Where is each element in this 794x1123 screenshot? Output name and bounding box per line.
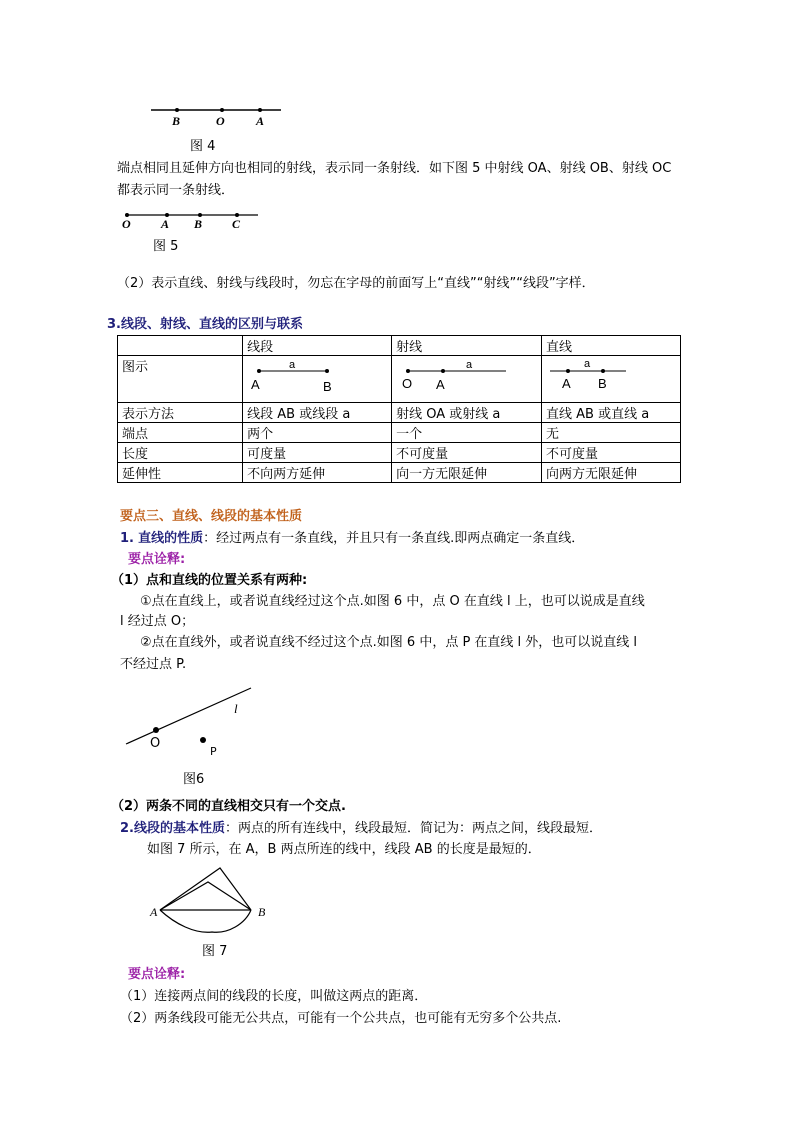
case-1-line1: ①点在直线上，或者说直线经过这个点.如图 6 中，点 O 在直线 l 上，也可以说成是直线: [140, 594, 645, 609]
table-header-cell: 直线: [542, 336, 681, 356]
property-2-text: ：两点的所有连线中，线段最短．简记为：两点之间，线段最短．: [225, 821, 603, 836]
ray-figure-cell: [392, 356, 542, 403]
figure-6: [120, 682, 260, 762]
property-1-text: ：经过两点有一条直线，并且只有一条直线.即两点确定一条直线．: [203, 531, 585, 546]
fig5-label-b: B: [194, 217, 203, 231]
table-cell: 一个: [392, 423, 542, 443]
annotation-2-item2: （2）两条线段可能无公共点，可能有一个公共点，也可能有无穷多个公共点.: [120, 1011, 562, 1026]
segment-point-b: B: [323, 379, 332, 394]
property-1-name: 直线的性质: [138, 531, 204, 546]
table-row: [118, 423, 681, 443]
ray-label-a: a: [466, 359, 473, 371]
table-cell: 直线 AB 或直线 a: [542, 403, 681, 423]
fig7-point-a: A: [150, 905, 158, 919]
fig7-caption: 图 7: [202, 944, 228, 959]
fig6-point-o: O: [150, 736, 161, 751]
table-cell: 长度: [118, 443, 243, 463]
table-cell: 可度量: [243, 443, 392, 463]
keypoint-3-title: 要点三、直线、线段的基本性质: [120, 509, 303, 524]
case-2-line2: 不经过点 P.: [120, 657, 187, 672]
table-row: [118, 443, 681, 463]
case-1-line2: l 经过点 O；: [120, 614, 195, 629]
property-2-example: 如图 7 所示，在 A，B 两点所连的线中，线段 AB 的长度是最短的．: [147, 842, 541, 857]
table-cell: 图示: [118, 356, 243, 403]
figure-5: [120, 208, 265, 228]
annotation-2-item1: （1）连接两点间的线段的长度，叫做这两点的距离．: [120, 989, 428, 1004]
property-1: [120, 530, 584, 548]
table-cell: 不向两方延伸: [243, 463, 392, 483]
ray-figure: [396, 356, 526, 398]
note-2: （2）表示直线、射线与线段时，勿忘在字母的前面写上“直线”“射线”“线段”字样．: [117, 276, 595, 291]
property-2-name: 线段的基本性质: [133, 821, 225, 836]
annotation-title-1: 要点诠释:: [128, 552, 186, 567]
segment-figure: [247, 356, 377, 398]
fig4-caption: 图 4: [190, 139, 216, 154]
property-1-number: 1.: [120, 531, 134, 546]
fig5-caption: 图 5: [153, 239, 179, 254]
figure-7: [150, 862, 270, 942]
property-2-number: 2.: [120, 821, 134, 836]
table-row: [118, 403, 681, 423]
table-cell: 不可度量: [392, 443, 542, 463]
fig5-label-c: C: [232, 217, 241, 231]
table-cell: 线段 AB 或线段 a: [243, 403, 392, 423]
paragraph-same-ray-line2: 都表示同一条射线．: [117, 183, 235, 198]
annotation-title-2: 要点诠释:: [128, 967, 186, 982]
fig5-label-a: A: [161, 217, 170, 231]
subpoint-2: （2）两条不同的直线相交只有一个交点.: [111, 799, 346, 814]
paragraph-same-ray-line1: 端点相同且延伸方向也相同的射线，表示同一条射线．如下图 5 中射线 OA、射线 OB、射线 OC: [117, 161, 672, 176]
table-cell: 向两方无限延伸: [542, 463, 681, 483]
property-2: [120, 820, 602, 838]
fig7-point-b: B: [258, 905, 266, 919]
segment-label-a: a: [289, 359, 296, 371]
comparison-table: [117, 335, 681, 483]
table-header-row: [118, 336, 681, 356]
line-point-a: A: [562, 376, 571, 391]
table-cell: 两个: [243, 423, 392, 443]
line-figure: [546, 356, 676, 398]
table-cell: 无: [542, 423, 681, 443]
ray-point-o: O: [402, 376, 413, 391]
line-figure-cell: [542, 356, 681, 403]
table-cell: 端点: [118, 423, 243, 443]
fig6-caption: 图6: [183, 772, 205, 787]
ray-point-a: A: [436, 377, 445, 392]
fig6-line-label: l: [234, 701, 238, 716]
fig4-label-b: B: [172, 114, 181, 128]
table-cell: 射线 OA 或射线 a: [392, 403, 542, 423]
case-2-line1: ②点在直线外，或者说直线不经过这个点.如图 6 中，点 P 在直线 l 外，也可以说直线 l: [140, 635, 638, 650]
segment-figure-cell: [243, 356, 392, 403]
segment-point-a: A: [251, 377, 260, 392]
table-header-cell: [118, 336, 243, 356]
fig6-point-p: P: [210, 745, 217, 758]
table-row: [118, 356, 681, 403]
table-cell: 延伸性: [118, 463, 243, 483]
table-header-cell: 射线: [392, 336, 542, 356]
line-point-b: B: [598, 376, 607, 391]
fig4-label-a: A: [256, 114, 265, 128]
table-cell: 表示方法: [118, 403, 243, 423]
table-header-cell: 线段: [243, 336, 392, 356]
section-3-title: 3.线段、射线、直线的区别与联系: [107, 317, 303, 332]
table-cell: 不可度量: [542, 443, 681, 463]
table-cell: 向一方无限延伸: [392, 463, 542, 483]
fig5-label-o: O: [122, 217, 131, 231]
subpoint-1: （1）点和直线的位置关系有两种:: [111, 573, 308, 588]
line-label-a: a: [584, 358, 591, 370]
table-row: [118, 463, 681, 483]
fig4-label-o: O: [216, 114, 225, 128]
